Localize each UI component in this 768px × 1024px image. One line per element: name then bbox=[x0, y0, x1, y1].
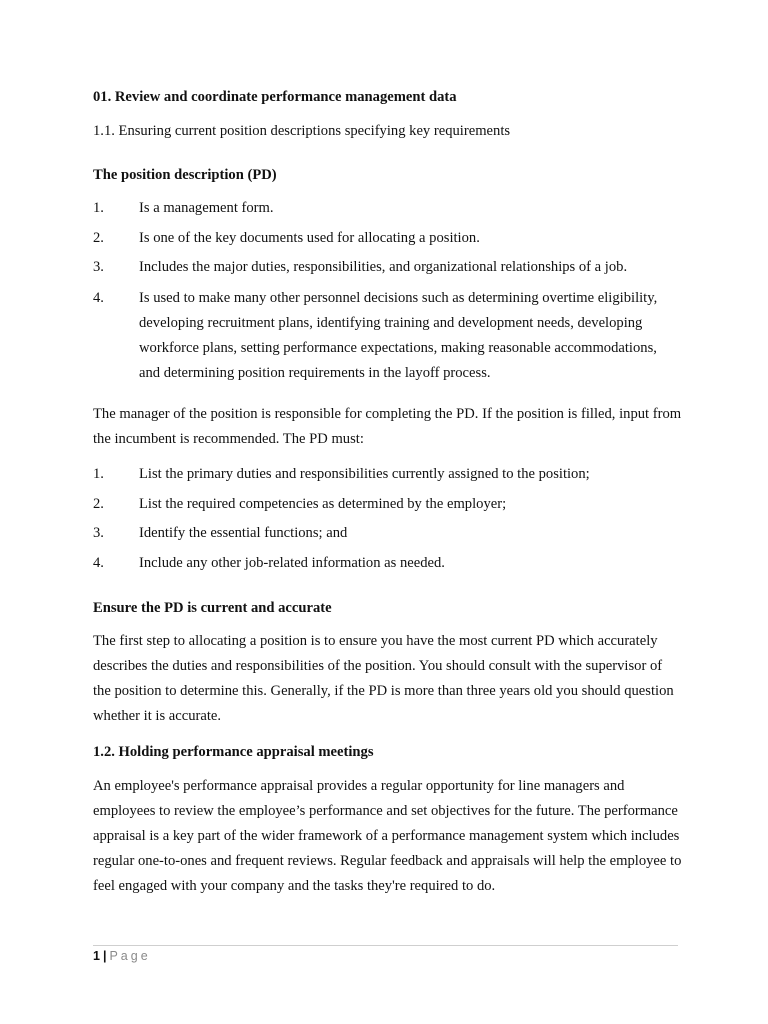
list-text: List the required competencies as determined by the employer; bbox=[139, 496, 507, 512]
manager-paragraph: The manager of the position is responsible for completing the PD. If the position is filled, input from the incumbent is recommended. The PD must: bbox=[93, 406, 682, 447]
list-number: 3. bbox=[93, 259, 104, 275]
list-text: Is used to make many other personnel decisions such as determining overtime eligibility, developing recruitment plans, identifying training and development needs, developing workforce plans, setting performance expectations, making reasonable accommodations, and determining position requirements in the layoff process. bbox=[139, 290, 658, 381]
appraisal-heading: 1.2. Holding performance appraisal meetings bbox=[93, 744, 374, 760]
page-footer bbox=[93, 948, 151, 964]
list-number: 2. bbox=[93, 496, 104, 512]
list-number: 2. bbox=[93, 230, 104, 246]
list-text: List the primary duties and responsibilities currently assigned to the position; bbox=[139, 466, 590, 482]
list-number: 4. bbox=[93, 290, 104, 306]
list-number: 1. bbox=[93, 466, 104, 482]
ensure-paragraph: The first step to allocating a position is to ensure you have the most current PD which accurately describes the duties and responsibilities of the position. You should consult with the supervisor of the position to determine this. Generally, if the PD is more than three years old you should question whether it is accurate. bbox=[93, 633, 674, 724]
list-number: 1. bbox=[93, 200, 104, 216]
pd-heading: The position description (PD) bbox=[93, 167, 277, 183]
footer-divider bbox=[93, 945, 678, 946]
subsection-title: 1.1. Ensuring current position descriptions specifying key requirements bbox=[93, 123, 511, 139]
list-text: Identify the essential functions; and bbox=[139, 525, 348, 541]
page-label: Page bbox=[109, 949, 151, 963]
list-text: Is one of the key documents used for allocating a position. bbox=[139, 230, 480, 246]
list-text: Include any other job-related information as needed. bbox=[139, 555, 445, 571]
list-text: Is a management form. bbox=[139, 200, 274, 216]
footer-separator: | bbox=[102, 949, 107, 963]
appraisal-paragraph: An employee's performance appraisal provides a regular opportunity for line managers and employees to review the employee’s performance and set objectives for the future. The performance appraisal is a key part of the wider framework of a performance management system which includes regular one-to-ones and frequent reviews. Regular feedback and appraisals will help the employee to feel engaged with your company and the tasks they're required to do. bbox=[93, 778, 682, 894]
list-text: Includes the major duties, responsibilities, and organizational relationships of a job. bbox=[139, 259, 628, 275]
page-number: 1 bbox=[93, 949, 100, 963]
list-number: 3. bbox=[93, 525, 104, 541]
list-number: 4. bbox=[93, 555, 104, 571]
ensure-heading: Ensure the PD is current and accurate bbox=[93, 600, 332, 616]
section-title: 01. Review and coordinate performance management data bbox=[93, 89, 457, 105]
